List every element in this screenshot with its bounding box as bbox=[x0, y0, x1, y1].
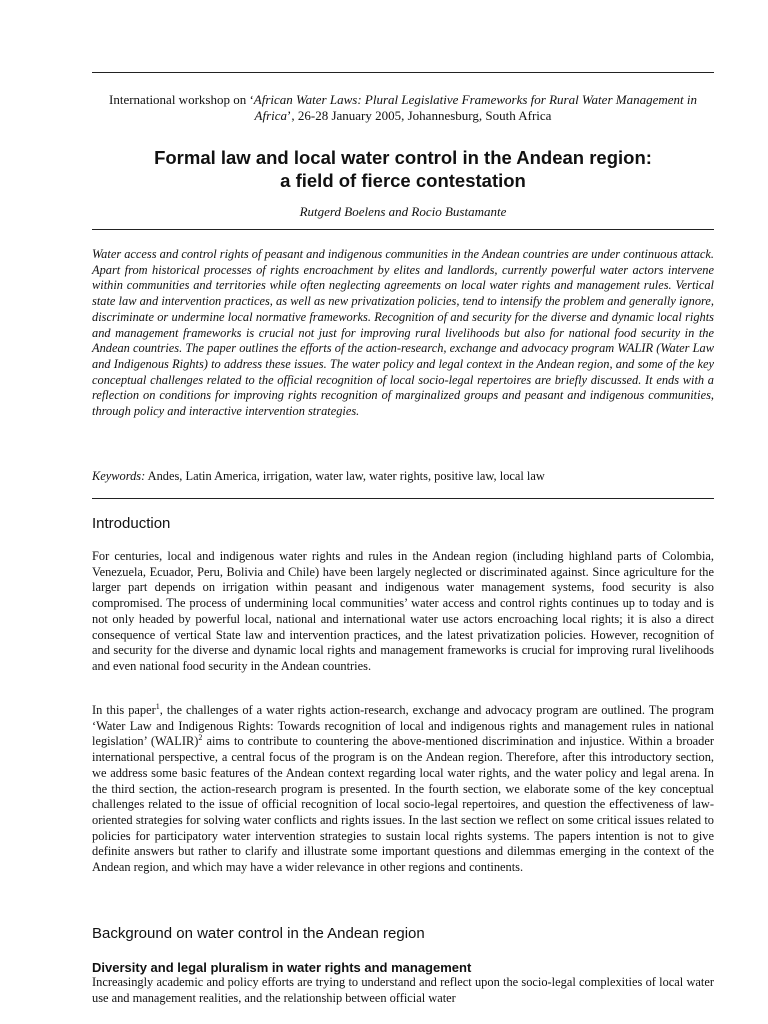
paragraph-2-end: aims to contribute to countering the above-mentioned discrimination and injustice. Within a broader international perspective, a central focus of the program is on the Andean region. Therefore, after this introductory section, we address some basic features of the Andean context regarding local water rights, and the water policy and legal arena. In the third section, the action-research program is presented. In the fourth section, we elaborate some of the key conceptual challenges related to the issue of official recognition of local socio-legal repertoires, and question the effectiveness of law-oriented strategies for solving water conflicts and rights issues. In the last section we reflect on some critical issues related to policies for participatory water intervention strategies to sustain local rights systems. The papers intention is not to give definite answers but rather to clarify and illustrate some important questions and dilemmas emerging in the context of the Andean region, and which may have a wider relevance in other regions and continents. bbox=[92, 734, 714, 875]
paragraph-2 bbox=[92, 703, 714, 876]
paragraph-2-middle: , the challenges of a water rights action-research, exchange and advocacy program are outlined. The program ‘Water Law and Indigenous Rights: Towards recognition of local and indigenous rights and management rules in national legislation’ (WALIR) bbox=[92, 703, 715, 749]
paragraph-1: For centuries, local and indigenous water rights and rules in the Andean region (including highland parts of Colombia, Venezuela, Ecuador, Peru, Bolivia and Chile) have been largely neglected or discriminated against. Since agriculture for the larger part depends on irrigation within peasant and indigenous water management systems, food security is also compromised. The process of undermining local communities’ water access and control rights continues up to today and is not only headed by powerful local, national and international water use actors encroaching local rights; it is also a direct consequence of vertical State law and intervention practices, and the latest privatization policies. However, recognition of and security for the diverse and dynamic local rights and management frameworks is crucial for improving rural livelihoods and even national food security in the Andean countries. bbox=[92, 549, 714, 673]
workshop-suffix: ’, 26-28 January 2005, Johannesburg, South Africa bbox=[287, 108, 552, 123]
abstract: Water access and control rights of peasant and indigenous communities in the Andean countries are under continuous attack. Apart from historical processes of rights encroachment by elites and landlords, currently powerful water actors intervene within communities and territories while often neglecting agreements on local water rights and management rules. Vertical state law and intervention practices, as well as new privatization policies, tend to intensify the problem and generally ignore, discriminate or undermine local normative frameworks. Recognition of and security for the diverse and dynamic local rights and management frameworks is crucial not just for improving rural livelihoods but also for national food security in the Andean countries. The paper outlines the efforts of the action-research, exchange and advocacy program WALIR (Water Law and Indigenous Rights) to address these issues. The water policy and legal context in the Andean region, and some of the key conceptual challenges related to the official recognition of local socio-legal repertoires are briefly discussed. It ends with a reflection on conditions for improving rights recognition of marginalized groups and peasant and indigenous communities, through policy and interactive intervention strategies. bbox=[92, 247, 714, 419]
footnote-ref-1[interactable]: 1 bbox=[155, 701, 160, 711]
workshop-header bbox=[92, 92, 714, 124]
section-heading-introduction: Introduction bbox=[92, 515, 171, 532]
abstract-bottom-rule bbox=[92, 498, 714, 499]
authors: Rutgerd Boelens and Rocio Bustamante bbox=[299, 204, 507, 219]
title-line-2: a field of fierce contestation bbox=[280, 170, 526, 191]
keywords-label: Keywords: bbox=[92, 469, 146, 483]
subsection-heading-diversity: Diversity and legal pluralism in water rights and management bbox=[92, 960, 472, 975]
title-line-1: Formal law and local water control in the Andean region: bbox=[154, 147, 652, 168]
paragraph-3: Increasingly academic and policy efforts are trying to understand and reflect upon the socio-legal complexities of local water use and management realities, and the relationship between official water bbox=[92, 975, 714, 1005]
abstract-top-rule bbox=[92, 229, 714, 230]
paper-title bbox=[92, 146, 714, 192]
top-rule bbox=[92, 72, 714, 73]
workshop-prefix: International workshop on ‘ bbox=[109, 92, 254, 107]
section-heading-background: Background on water control in the Andean region bbox=[92, 925, 425, 942]
paragraph-2-start: In this paper bbox=[92, 703, 156, 717]
footnote-ref-2[interactable]: 2 bbox=[198, 733, 203, 743]
keywords bbox=[92, 469, 714, 484]
workshop-name: African Water Laws: Plural Legislative Frameworks for Rural Water Management in Africa bbox=[253, 92, 697, 123]
keywords-text: Andes, Latin America, irrigation, water law, water rights, positive law, local law bbox=[145, 469, 545, 483]
